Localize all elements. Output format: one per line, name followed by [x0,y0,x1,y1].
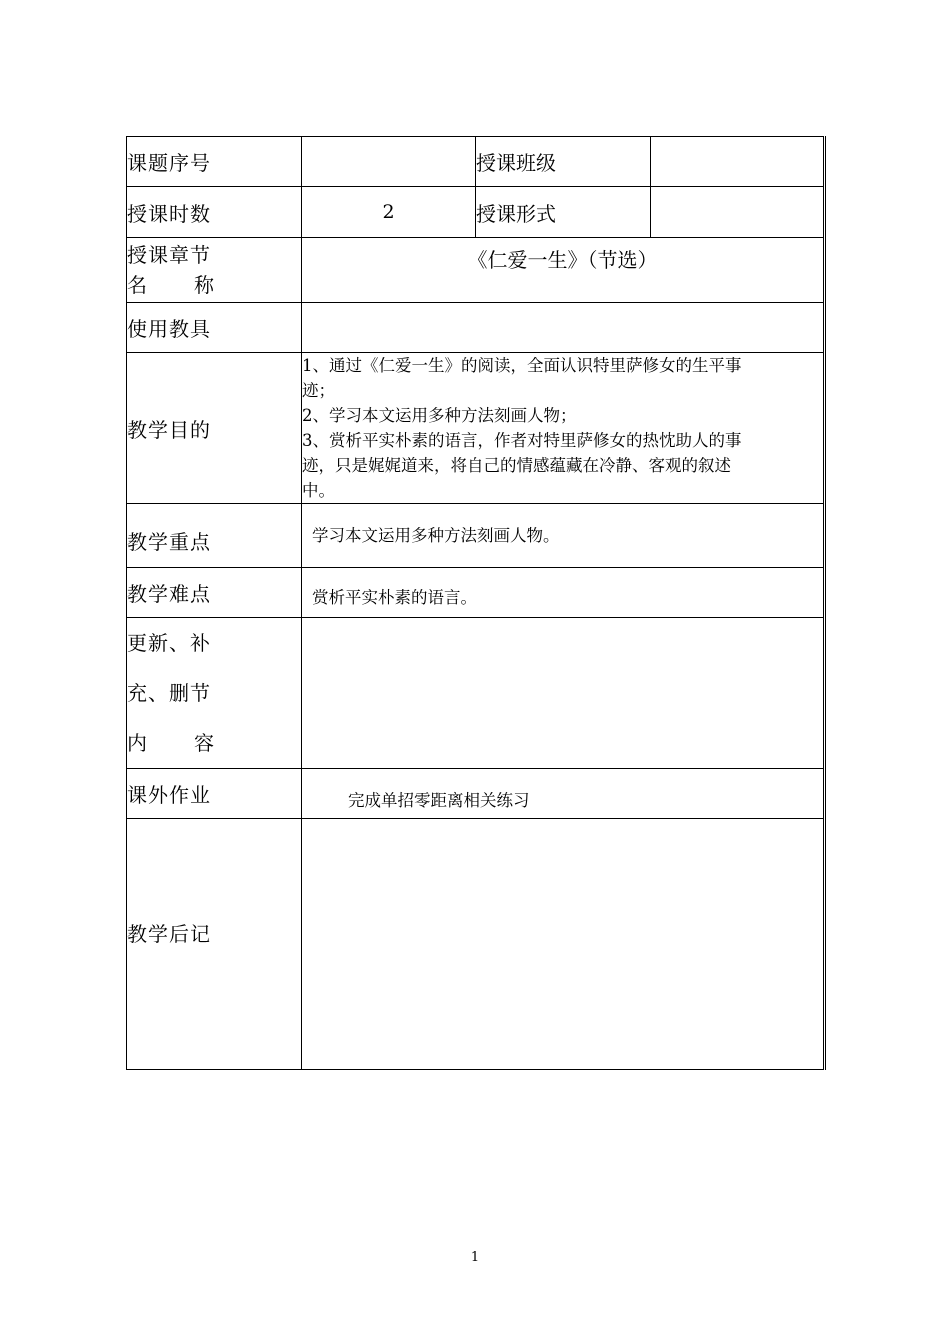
key-points-value: 学习本文运用多种方法刻画人物。 [302,504,825,568]
row-objectives [127,353,825,504]
objective-line: 迹，只是娓娓道来，将自己的情感蕴藏在冷静、客观的叙述 [302,456,731,475]
row-chapter [127,238,825,303]
hours-value: 2 [302,187,476,238]
row-reflection [127,819,825,1070]
lesson-no-value [302,137,476,187]
chapter-value: 《仁爱一生》（节选） [302,238,825,303]
form-label: 授课形式 [476,187,651,238]
objective-line: 1、通过《仁爱一生》的阅读，全面认识特里萨修女的生平事 [302,356,742,375]
objective-line: 迹； [302,381,335,400]
row-key-points [127,504,825,568]
chapter-label-line1: 授课章节 [127,243,211,267]
materials-value [302,303,825,353]
objective-line: 中。 [302,481,335,500]
page-number: 1 [470,1250,480,1265]
key-points-label: 教学重点 [127,504,302,568]
chapter-label [127,238,302,303]
objective-line: 2、学习本文运用多种方法刻画人物； [302,406,577,425]
updates-value [302,618,825,769]
row-updates [127,618,825,769]
objectives-label: 教学目的 [127,353,302,504]
updates-label-part-b: 容 [194,731,215,755]
row-lesson-no [127,137,825,187]
materials-label: 使用教具 [127,303,302,353]
difficulties-value: 赏析平实朴素的语言。 [302,568,825,618]
row-materials [127,303,825,353]
reflection-value [302,819,825,1070]
updates-label-line2: 充、删节 [127,681,211,705]
objectives-content [302,353,825,504]
homework-label: 课外作业 [127,769,302,819]
class-label: 授课班级 [476,137,651,187]
lesson-no-label: 课题序号 [127,137,302,187]
chapter-label-part-b: 称 [194,273,215,297]
class-value [651,137,825,187]
difficulties-label: 教学难点 [127,568,302,618]
updates-label [127,618,302,769]
updates-label-line1: 更新、补 [127,631,211,655]
hours-label: 授课时数 [127,187,302,238]
row-hours [127,187,825,238]
homework-value: 完成单招零距离相关练习 [302,769,825,819]
form-value [651,187,825,238]
updates-label-part-a: 内 [127,731,148,755]
lesson-plan-table [126,136,826,1070]
chapter-label-part-a: 名 [127,273,148,297]
objective-line: 3、赏析平实朴素的语言，作者对特里萨修女的热忱助人的事 [302,431,742,450]
row-difficulties [127,568,825,618]
reflection-label: 教学后记 [127,819,302,1070]
row-homework [127,769,825,819]
